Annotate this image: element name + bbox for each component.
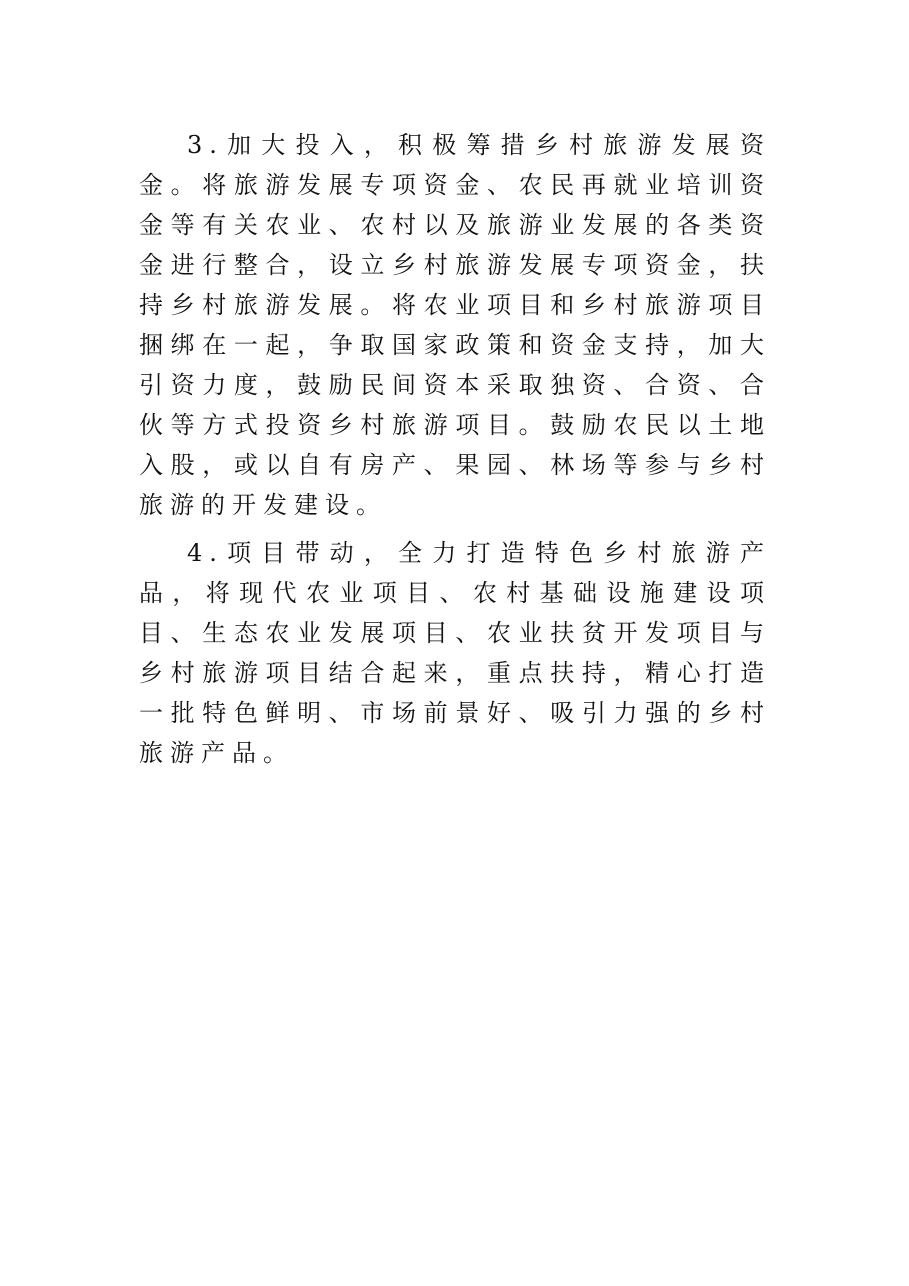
paragraph-4-projects: 4.项目带动，全力打造特色乡村旅游产品，将现代农业项目、农村基础设施建设项目、生态农业发展项目、农业扶贫开发项目与乡村旅游项目结合起来，重点扶持，精心打造一批特色鲜明、市场前景好、吸引力强的乡村旅游产品。 bbox=[139, 539, 771, 767]
paragraph-3-funding: 3.加大投入，积极筹措乡村旅游发展资金。将旅游发展专项资金、农民再就业培训资金等有关农业、农村以及旅游业发展的各类资金进行整合，设立乡村旅游发展专项资金，扶持乡村旅游发展。将农业项目和乡村旅游项目捆绑在一起，争取国家政策和资金支持，加大引资力度，鼓励民间资本采取独资、合资、合伙等方式投资乡村旅游项目。鼓励农民以土地入股，或以自有房产、果园、林场等参与乡村旅游的开发建设。 bbox=[139, 131, 771, 519]
document-body bbox=[139, 125, 771, 773]
